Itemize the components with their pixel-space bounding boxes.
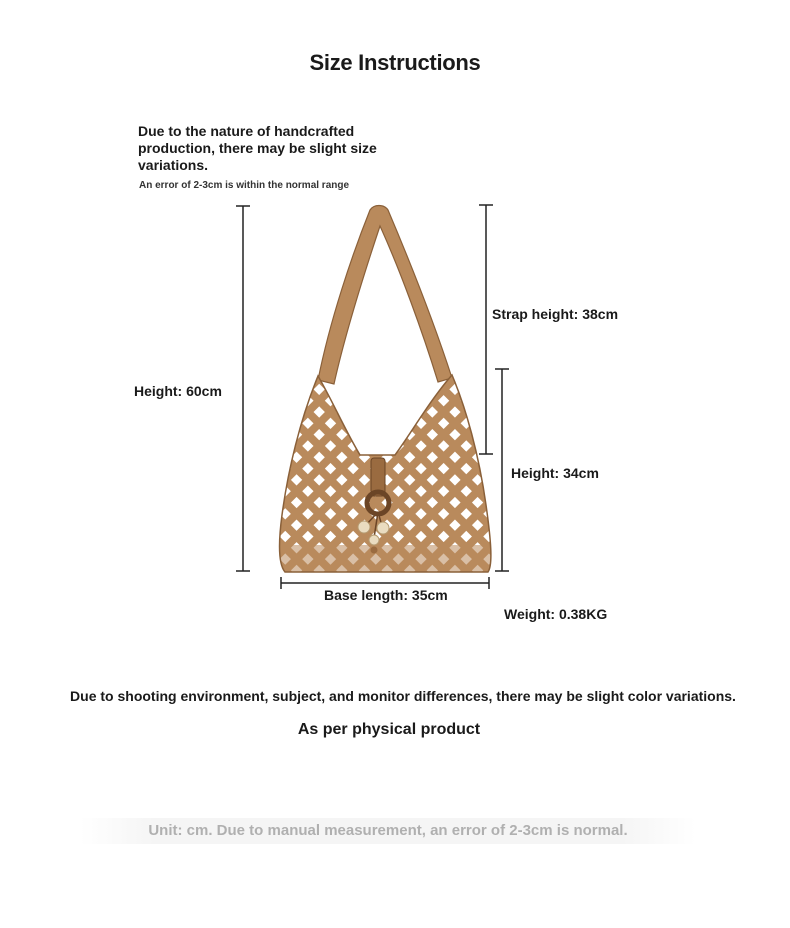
- page-title: Size Instructions: [309, 50, 481, 75]
- handcraft-note: Due to the nature of handcrafted production, there may be slight size variations.: [138, 123, 377, 173]
- weight-label: Weight: 0.38KG: [504, 606, 608, 622]
- error-range-note: An error of 2-3cm is within the normal range: [139, 180, 350, 191]
- strap-height-line: [479, 205, 493, 454]
- bag-strap: [318, 206, 452, 385]
- bag-height-line: [495, 369, 509, 571]
- bag-height-label: Height: 34cm: [511, 465, 599, 481]
- physical-product-note: As per physical product: [297, 721, 481, 738]
- crochet-bag-image: [270, 206, 500, 581]
- unit-note: Unit: cm. Due to manual measurement, an error of 2-3cm is normal.: [80, 818, 696, 844]
- total-height-line: [236, 206, 250, 571]
- total-height-label: Height: 60cm: [134, 383, 222, 399]
- strap-height-label: Strap height: 38cm: [492, 306, 619, 322]
- base-length-label: Base length: 35cm: [324, 587, 448, 603]
- color-variation-note: Due to shooting environment, subject, and monitor differences, there may be slight color variations.: [70, 688, 736, 704]
